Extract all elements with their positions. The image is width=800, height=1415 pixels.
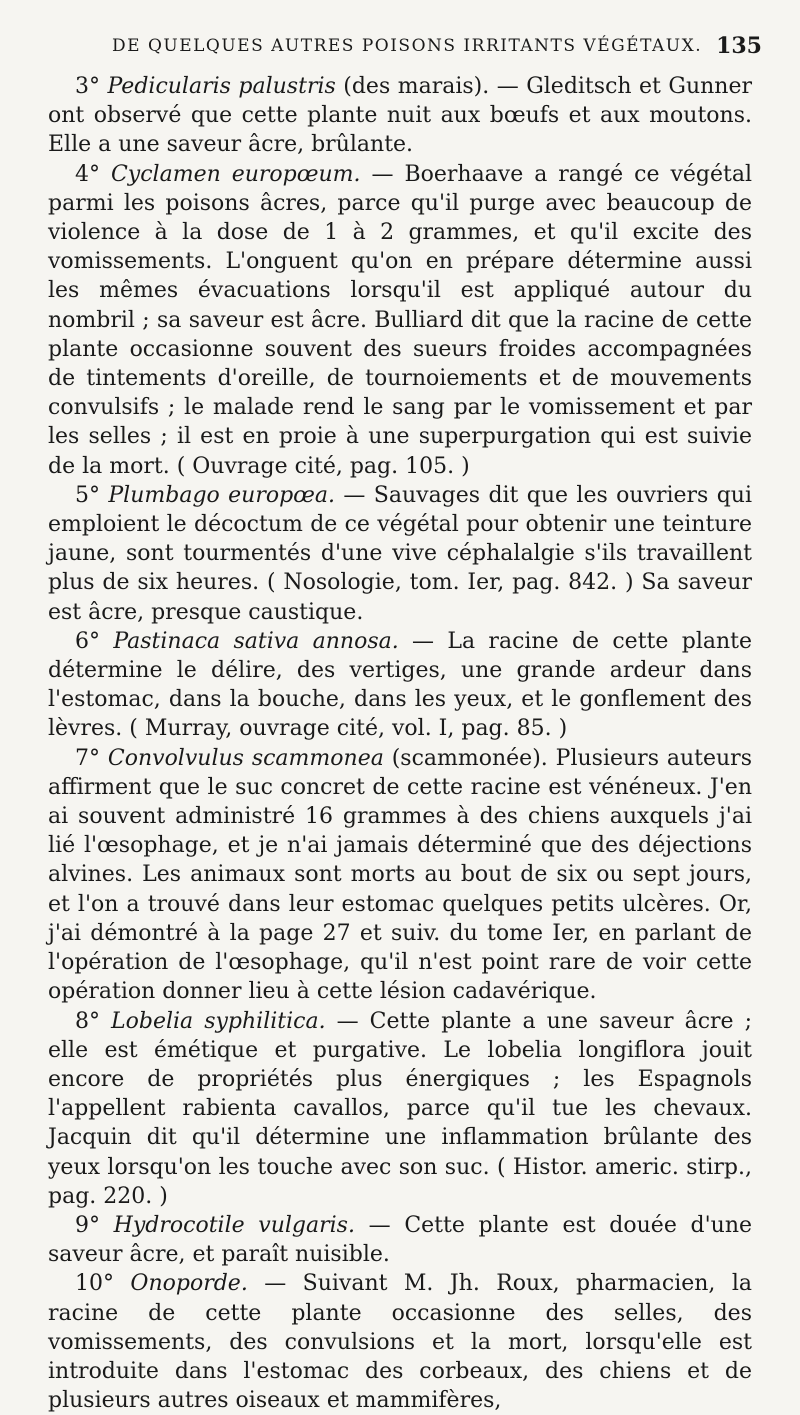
paragraph-text: — Suivant M. Jh. Roux, pharmacien, la racine de cette plante occasionne des selles, des vomissements, des convulsions et la mort, lorsqu'elle est introduite dans l'estomac des corbeaux, des chiens et de plusieurs autres oiseaux et mammifères, xyxy=(48,1271,752,1414)
plant-name: Lobelia syphilitica. xyxy=(111,1008,326,1034)
item-number: 9° xyxy=(75,1212,100,1238)
paragraph-text: (scammonée). Plusieurs auteurs affirment que le suc concret de cette racine est vénéneux. J'en ai souvent administré 16 grammes à des chiens auxquels j'ai lié l'œsophage, et je n'ai jamais déterminé que des déjections alvines. Les animaux sont morts au bout de six ou sept jours, et l'on a trouvé dans leur estomac quelques petits ulcères. Or, j'ai démontré à la page 27 et suiv. du tome Ier, en parlant de l'opération de l'œsophage, qu'il n'est point rare de voir cette opération donner lieu à cette lésion cadavérique. xyxy=(48,745,752,1005)
plant-name: Hydrocotile vulgaris. xyxy=(113,1212,355,1238)
paragraph-text: — Sauvages dit que les ouvriers qui emploient le décoctum de ce végétal pour obtenir une teinture jaune, sont tourmentés d'une vive céphalalgie s'ils travaillent plus de six heures. ( Nosologie, tom. Ier, pag. 842. ) Sa saveur est âcre, presque caustique. xyxy=(48,482,752,625)
paragraph-text: — La racine de cette plante détermine le délire, des vertiges, une grande ardeur dans l'estomac, dans la bouche, dans les yeux, et le gonflement des lèvres. ( Murray, ouvrage cité, vol. I, pag. 85. ) xyxy=(48,628,752,742)
plant-name: Onoporde. xyxy=(130,1271,248,1297)
item-number: 10° xyxy=(75,1271,114,1297)
plant-name: Pastinaca sativa annosa. xyxy=(113,628,399,654)
item-number: 5° xyxy=(75,482,100,508)
plant-name: Convolvulus scammonea xyxy=(107,745,384,771)
plant-name: Pedicularis palustris xyxy=(107,74,336,99)
item-number: 4° xyxy=(75,161,100,187)
item-number: 6° xyxy=(75,628,100,654)
paragraph-6 xyxy=(48,627,752,744)
paragraph-text: — Cette plante a une saveur âcre ; elle est émétique et purgative. Le lobelia longiflora jouit encore de propriétés plus énergiques ; les Espagnols l'appellent rabienta cavallos, parce qu'il tue les chevaux. Jacquin dit qu'il détermine une inflammation brûlante des yeux lorsqu'on les touche avec son suc. ( Histor. americ. stirp., pag. 220. ) xyxy=(48,1008,752,1209)
item-number: 8° xyxy=(75,1008,100,1034)
paragraph-4 xyxy=(48,160,752,481)
paragraph-3 xyxy=(48,72,752,160)
paragraph-text: — Cette plante est douée d'une saveur âcre, et paraît nuisible. xyxy=(48,1212,753,1268)
plant-name: Plumbago europœa. xyxy=(108,482,336,508)
paragraph-5 xyxy=(48,481,752,627)
paragraph-text: — Boerhaave a rangé ce végétal parmi les poisons âcres, parce qu'il purge avec beaucoup de violence à la dose de 1 à 2 grammes, et qu'il excite des vomissements. L'onguent qu'on en prépare détermine aussi les mêmes évacuations lorsqu'il est appliqué autour du nombril ; sa saveur est âcre. Bulliard dit que la racine de cette plante occasionne souvent des sueurs froides accompagnées de tintements d'oreille, de tournoiements et de mouvements convulsifs ; le malade rend le sang par le vomissement et par les selles ; il est en proie à une superpurgation qui est suivie de la mort. ( Ouvrage cité, pag. 105. ) xyxy=(48,161,752,479)
running-title: DE QUELQUES AUTRES POISONS IRRITANTS VÉGÉTAUX. xyxy=(112,36,703,56)
plant-name: Cyclamen europœum. xyxy=(110,161,361,187)
paragraph-7 xyxy=(48,744,752,1007)
item-number: 7° xyxy=(75,745,100,771)
page-number: 135 xyxy=(716,33,762,59)
paragraph-9 xyxy=(48,1211,752,1269)
paragraph-8 xyxy=(48,1007,752,1211)
body-text xyxy=(48,72,752,1415)
paragraph-10 xyxy=(48,1269,752,1415)
item-number: 3° xyxy=(75,74,100,99)
running-header xyxy=(112,33,762,59)
paragraph-text: (des marais). — Gleditsch et Gunner ont observé que cette plante nuit aux bœufs et aux moutons. Elle a une saveur âcre, brûlante. xyxy=(48,74,752,158)
